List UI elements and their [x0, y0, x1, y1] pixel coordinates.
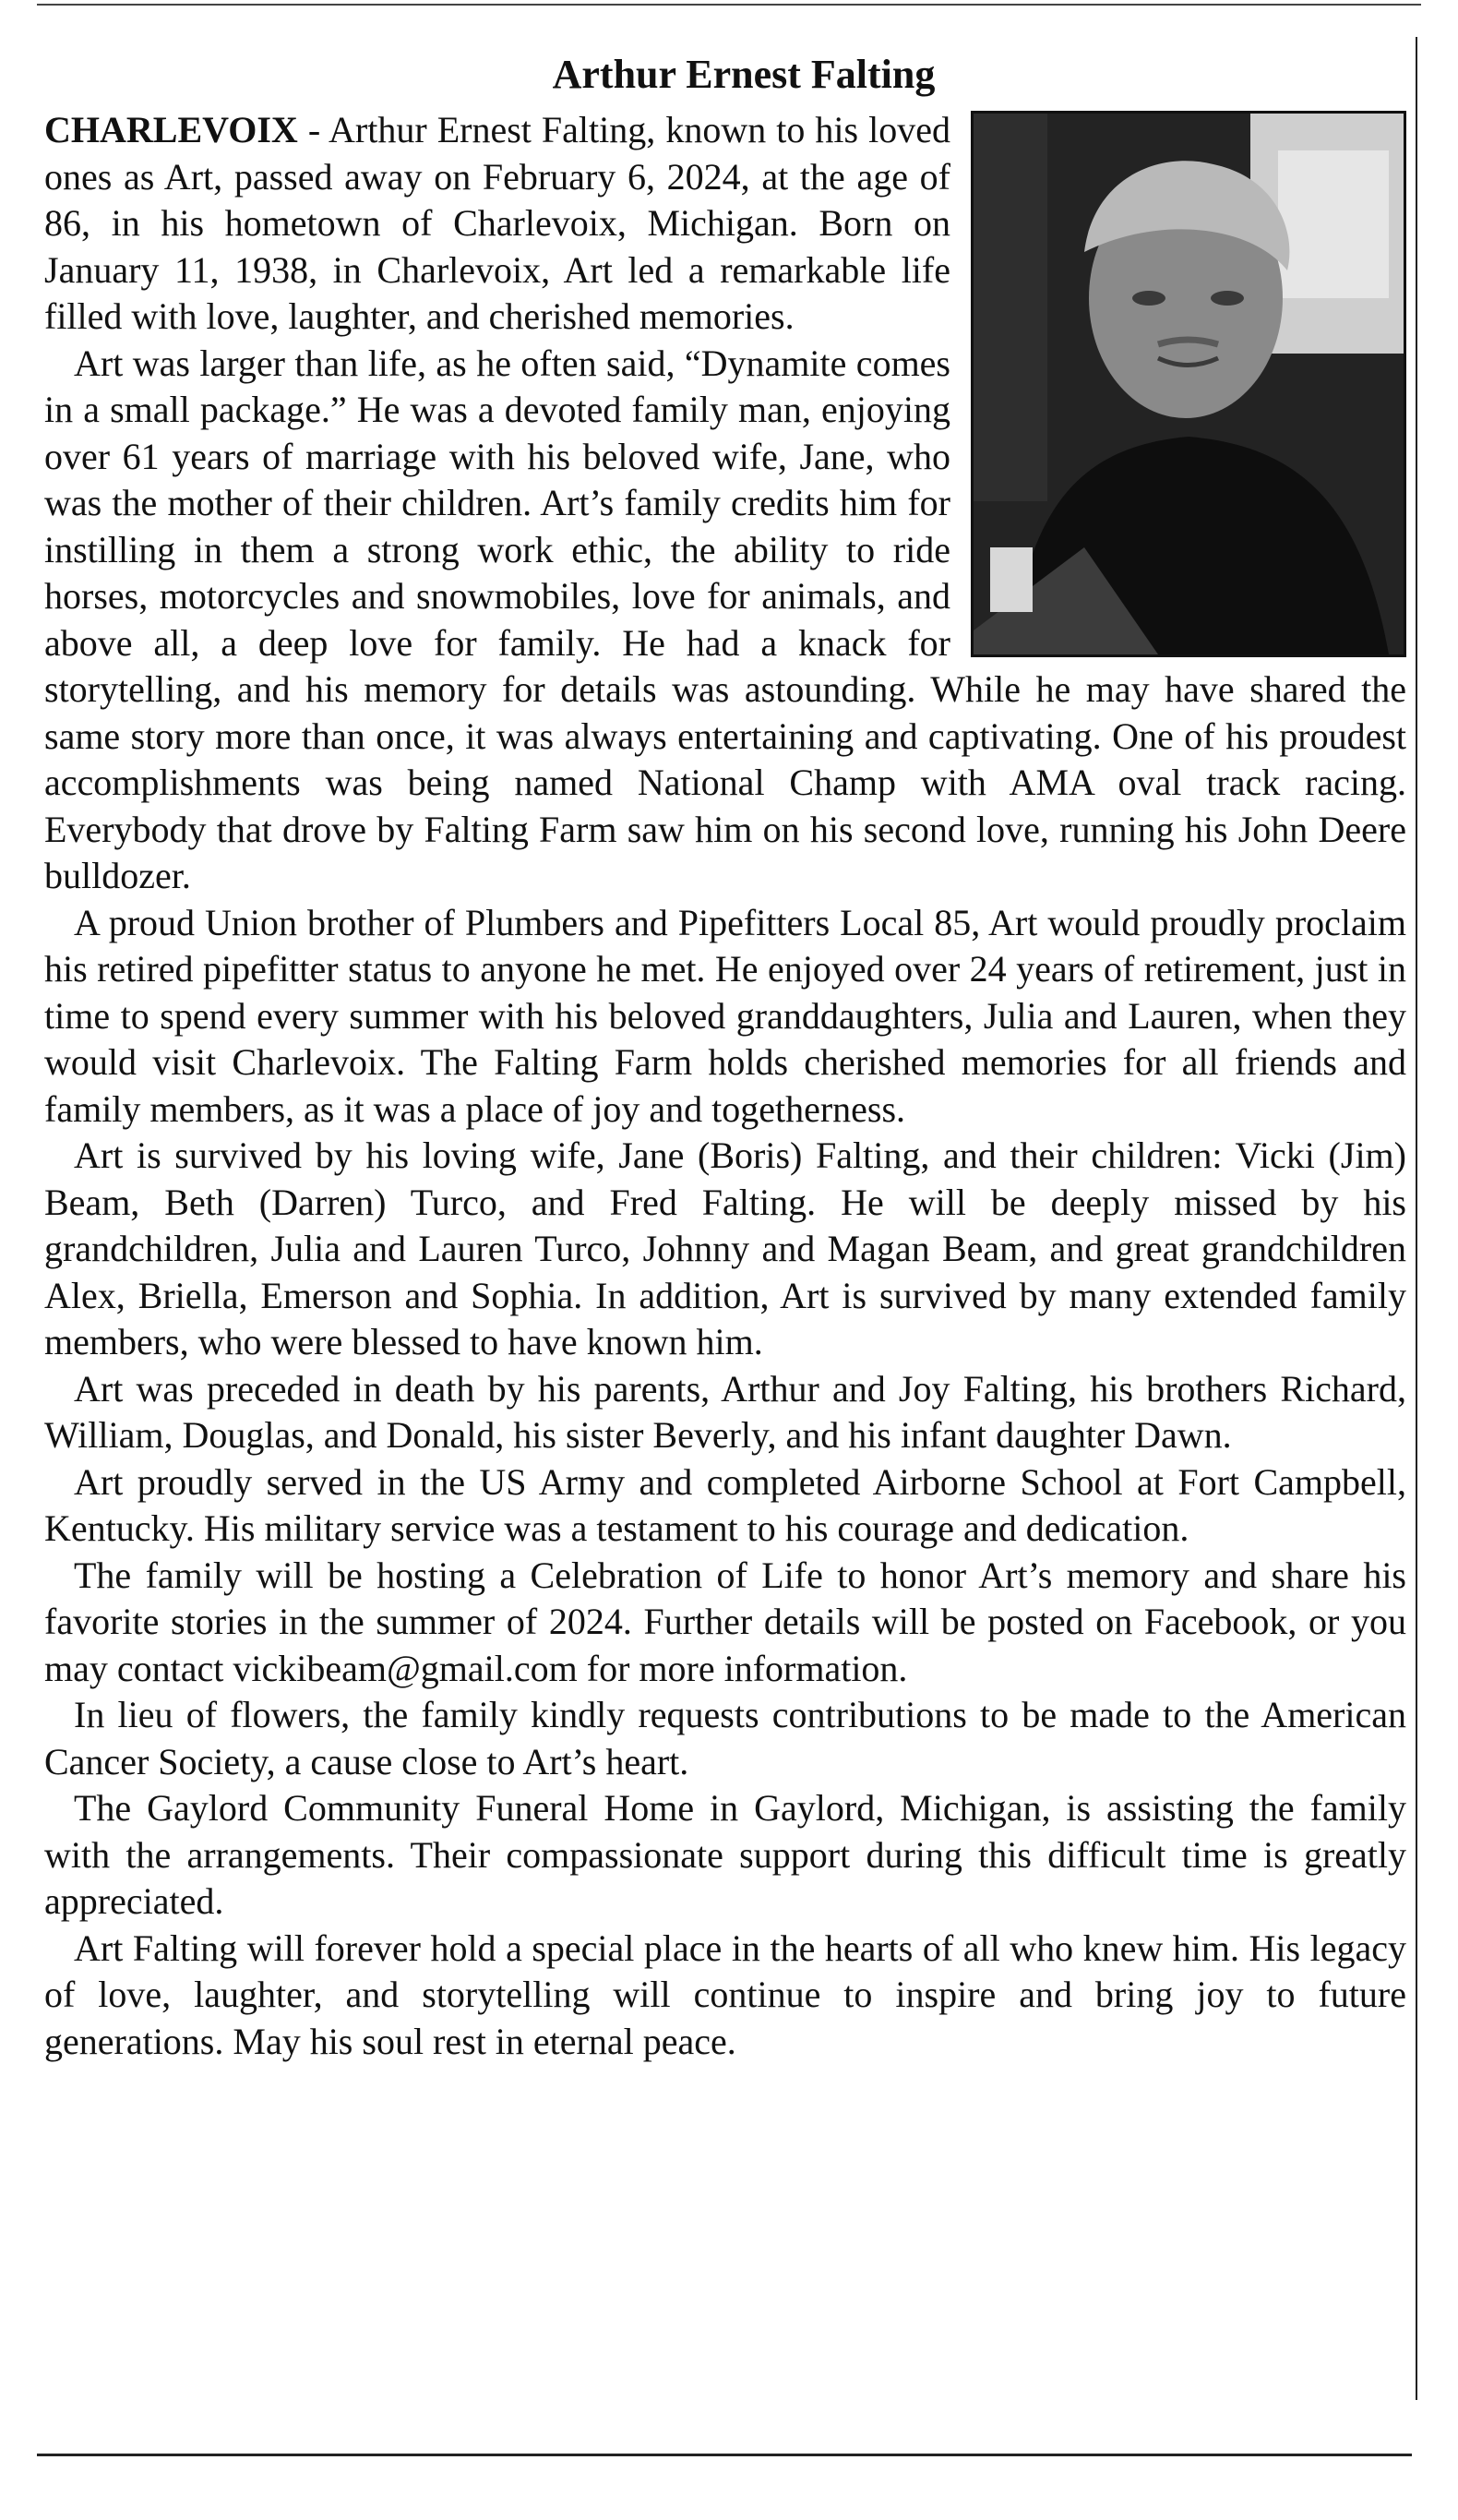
paragraph: Art was preceded in death by his parents, Arthur and Joy Falting, his brothers Richard, William, Douglas, and Donald, his sister Beverly, and his infant daughter Dawn. — [44, 1367, 1406, 1456]
paragraph: Art was larger than life, as he often said, “Dynamite comes in a small package.” He was a devoted family man, enjoying over 61 years of marriage with his beloved wife, Jane, who was the mother of their children. Art’s family credits him for instilling in them a strong work ethic, the ability to ride horses, motorcycles and snowmobiles, love for animals, and above all, a deep love for family. He had a knack for storytelling, and his memory for details was astounding. While he may have shared the same story more than once, it was always entertaining and captivating. One of his proudest accomplishments was being named National Champ with AMA oval track racing. Everybody that drove by Falting Farm saw him on his second love, running his John Deere bulldozer. — [44, 342, 1406, 896]
paragraph: In lieu of flowers, the family kindly requests contributions to be made to the American Cancer Society, a cause close to Art’s heart. — [44, 1694, 1406, 1782]
portrait-icon — [974, 114, 1404, 654]
paragraph: Art Falting will forever hold a special place in the hearts of all who knew him. His legacy of love, laughter, and storytelling will continue to inspire and bring joy to future generations. May his soul rest in eternal peace. — [44, 1926, 1406, 2062]
paragraph: Art proudly served in the US Army and completed Airborne School at Fort Campbell, Kentucky. His military service was a testament to his courage and dedication. — [44, 1460, 1406, 1549]
paragraph: The family will be hosting a Celebration of Life to honor Art’s memory and share his favorite stories in the summer of 2024. Further details will be posted on Facebook, or you may contact vickibeam@gmail.com for more information. — [44, 1554, 1406, 1689]
paragraph-text: - Arthur Ernest Falting, known to his loved ones as Art, passed away on February 6, 2024, at the age of 86, in his hometown of Charlevoix, Michigan. Born on January 11, 1938, in Charlevoix, Art led a remarkable life filled with love, laughter, and cherished memories. — [44, 109, 950, 337]
obituary-title: Arthur Ernest Falting — [552, 52, 936, 97]
obituary-article — [44, 48, 1406, 2065]
paragraph: A proud Union brother of Plumbers and Pipefitters Local 85, Art would proudly proclaim his retired pipefitter status to anyone he met. He enjoyed over 24 years of retirement, just in time to spend every summer with his beloved granddaughters, Julia and Lauren, when they would visit Charlevoix. The Falting Farm holds cherished memories for all friends and family members, as it was a place of joy and togetherness. — [44, 901, 1406, 1130]
paragraph: Art is survived by his loving wife, Jane (Boris) Falting, and their children: Vicki (Jim) Beam, Beth (Darren) Turco, and Fred Falting. He will be deeply missed by his grandchildren, Julia and Lauren Turco, Johnny and Magan Beam, and great grandchildren Alex, Briella, Emerson and Sophia. In addition, Art is survived by many extended family members, who were blessed to have known him. — [44, 1134, 1406, 1362]
paragraph: The Gaylord Community Funeral Home in Gaylord, Michigan, is assisting the family with the arrangements. Their compassionate support during this difficult time is greatly appreciated. — [44, 1787, 1406, 1922]
column-rule — [1416, 37, 1417, 2400]
portrait-photo — [971, 111, 1406, 657]
dateline: CHARLEVOIX — [44, 109, 298, 150]
top-rule — [37, 4, 1421, 6]
bottom-rule — [37, 2454, 1412, 2456]
